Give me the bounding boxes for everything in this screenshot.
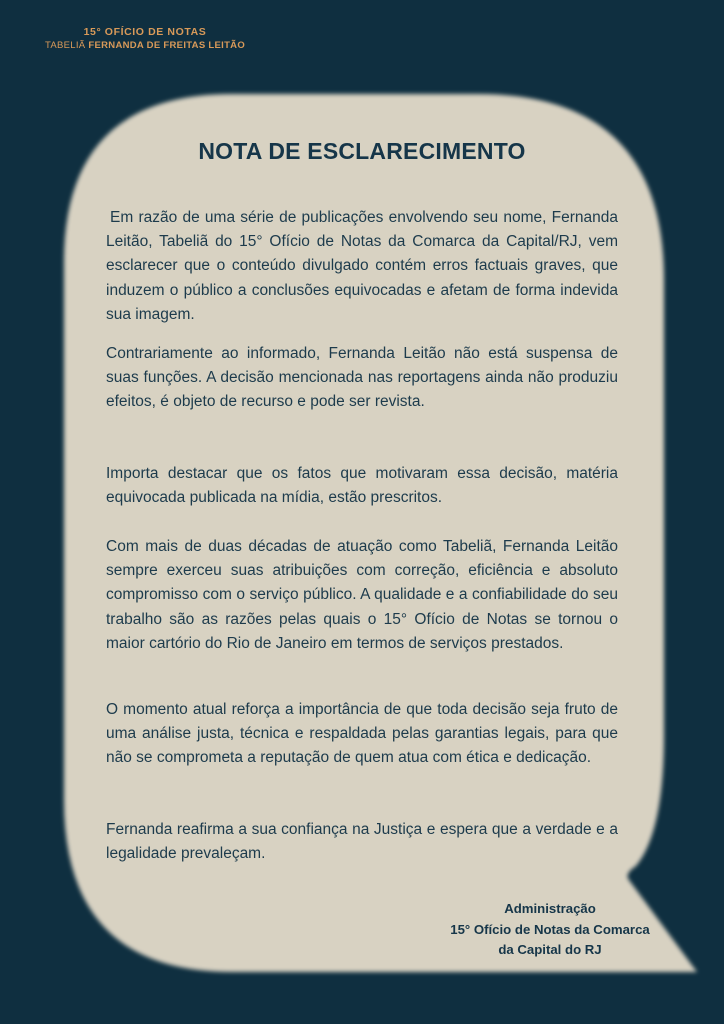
document-title: NOTA DE ESCLARECIMENTO [198, 138, 526, 164]
tabeliao-prefix: TABELIÃ [44, 40, 86, 51]
signature-line-3: da Capital do RJ [498, 942, 602, 957]
tabeliao-name: FERNANDA DE FREITAS LEITÃO [88, 40, 246, 51]
signature-line-2: 15° Ofício de Notas da Comarca [450, 921, 650, 937]
signature-line-1: Administração [504, 901, 596, 916]
paragraph-2: Contrariamente ao informado, Fernanda Leitão não está suspensa de suas funções. A decisão mencionada nas reportagens ainda não produziu efeitos, é objeto de recurso e pode ser revista. [106, 345, 618, 411]
paragraph-1: Em razão de uma série de publicações envolvendo seu nome, Fernanda Leitão, Tabeliã do 15° Ofício de Notas da Comarca da Capital/RJ, vem esclarecer que o conteúdo divulgado contém erros factuais graves, que induzem o público a conclusões equivocadas e afetam de forma indevida sua imagem. [106, 209, 618, 323]
paragraph-3: Importa destacar que os fatos que motivaram essa decisão, matéria equivocada publicada na mídia, estão prescritos. [106, 465, 618, 507]
paragraph-5: O momento atual reforça a importância de que toda decisão seja fruto de uma análise justa, técnica e respaldada pelas garantias legais, para que não se comprometa a reputação de quem atua com ética e dedicação. [106, 701, 618, 767]
paragraph-4: Com mais de duas décadas de atuação como Tabeliã, Fernanda Leitão sempre exerceu suas atribuições com correção, eficiência e absoluto compromisso com o serviço público. A qualidade e a confiabilidade do seu trabalho são as razões pelas quais o 15° Ofício de Notas se tornou o maior cartório do Rio de Janeiro em termos de serviços prestados. [106, 538, 618, 652]
office-name: 15° OFÍCIO DE NOTAS [83, 26, 207, 38]
paragraph-6: Fernanda reafirma a sua confiança na Justiça e espera que a verdade e a legalidade prevaleçam. [106, 821, 618, 863]
signature [420, 899, 680, 961]
